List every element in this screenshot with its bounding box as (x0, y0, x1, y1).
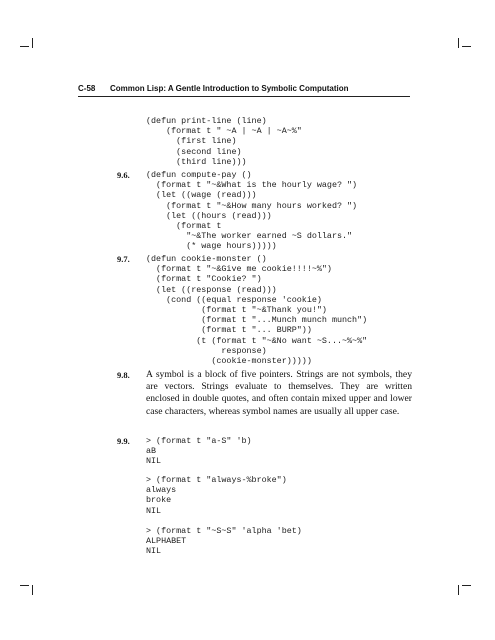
code-compute-pay: (defun compute-pay () (format t "~&What is the hourly wage? ") (let ((wage (read))) (format t "~&How many hours worked? ") (let ((hours (read))) (format t "~&The worker earned ~S dollars." (* wage hours))))) (146, 170, 358, 252)
code-print-line: (defun print-line (line) (format t " ~A | ~A | ~A~%" (first line) (second line) (third line))) (146, 116, 302, 167)
running-header (78, 84, 410, 97)
answer-text-9-8: A symbol is a block of five pointers. Strings are not symbols, they are vectors. Strings evaluate to themselves. They are written enclosed in double quotes, and often contain mixed upper and lower case characters, whereas symbol names are usually all upper case. (146, 369, 412, 417)
running-title: Common Lisp: A Gentle Introduction to Symbolic Computation (110, 84, 349, 93)
crop-mark-top-right (462, 46, 471, 47)
crop-mark-top-left (32, 38, 33, 48)
repl-example-3: > (format t "~S~S" 'alpha 'bet) ALPHABET NIL (146, 526, 302, 557)
answer-number-9-9: 9.9. (117, 436, 130, 446)
page-number: C-58 (78, 84, 96, 93)
crop-mark-bottom-left (32, 585, 33, 595)
answer-number-9-6: 9.6. (117, 170, 130, 180)
answer-number-9-8: 9.8. (117, 370, 130, 380)
answer-number-9-7: 9.7. (117, 254, 130, 264)
repl-example-1: > (format t "a-S" 'b) aB NIL (146, 436, 252, 467)
repl-example-2: > (format t "always-%broke") always broke NIL (146, 475, 287, 516)
crop-mark-bottom-right (458, 585, 459, 595)
crop-mark-top-left (20, 46, 29, 47)
crop-mark-bottom-left (20, 585, 29, 586)
code-cookie-monster: (defun cookie-monster () (format t "~&Give me cookie!!!!~%") (format t "Cookie? ") (let ((response (read))) (cond ((equal response 'cookie) (format t "~&Thank you!") (format t "...Munch munch munch") (format t "... BURP")) (t (format t "~&No want ~S...~%~%" response) (cookie-monster))))) (146, 254, 368, 367)
crop-mark-bottom-right (462, 585, 471, 586)
crop-mark-top-right (458, 38, 459, 48)
